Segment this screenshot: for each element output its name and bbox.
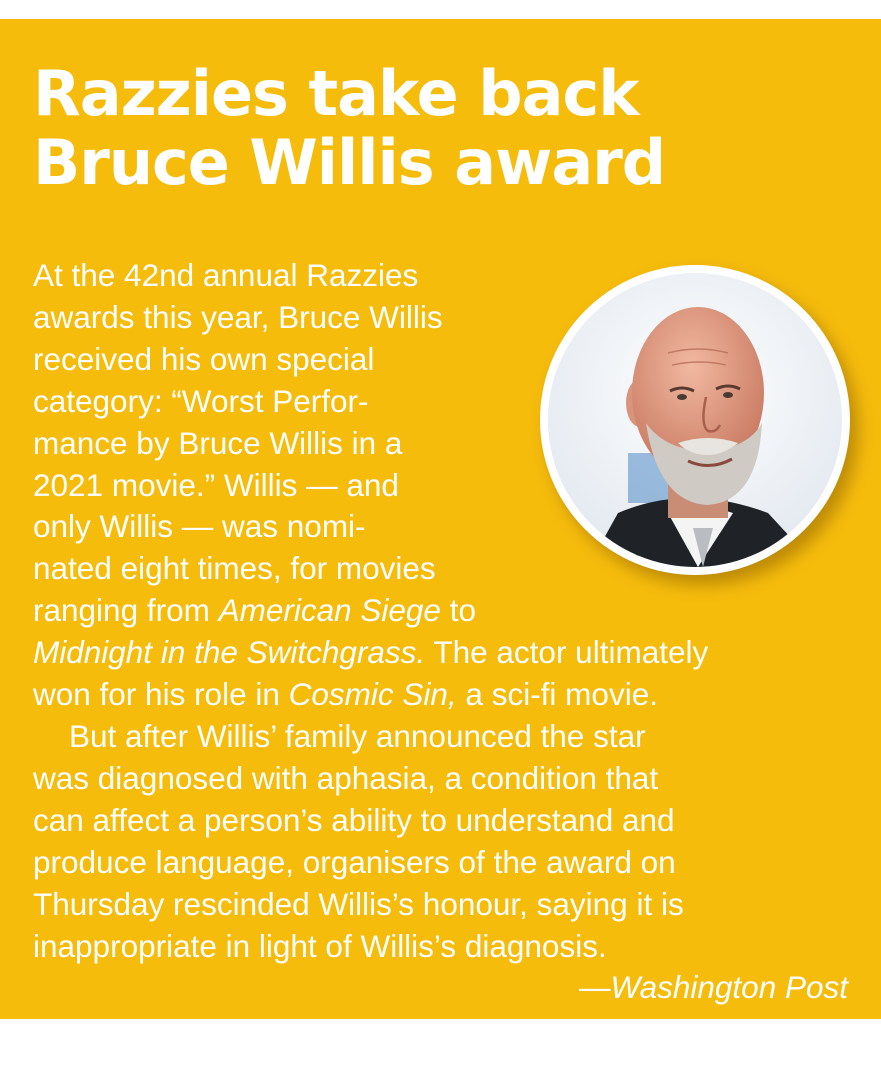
body-line: was diagnosed with aphasia, a condition that	[33, 759, 659, 796]
headline-line-1: Razzies take back	[33, 57, 639, 130]
body-line: can affect a person’s ability to understand and	[33, 801, 675, 838]
body-line	[33, 590, 863, 632]
body-line	[33, 632, 863, 674]
article-panel	[0, 19, 881, 1019]
body-line: nated eight times, for movies	[33, 550, 436, 587]
body-line: awards this year, Bruce Willis	[33, 298, 443, 335]
body-text-fragment: a sci-fi movie.	[456, 676, 658, 713]
headline	[33, 59, 665, 197]
body-text-fragment: The actor ultimately	[425, 634, 709, 671]
body-line: At the 42nd annual Razzies	[33, 257, 419, 293]
source-credit: —Washington Post	[578, 969, 848, 1006]
body-line: Thursday rescinded Willis’s honour, saying it is	[33, 885, 684, 922]
body-line: only Willis — was nomi-	[33, 508, 366, 545]
body-line: 2021 movie.” Willis — and	[33, 466, 399, 503]
body-line: inappropriate in light of Willis’s diagnosis.	[33, 927, 607, 964]
headline-line-2: Bruce Willis award	[33, 126, 666, 199]
movie-title-midnight-in-the-switchgrass: Midnight in the Switchgrass.	[33, 634, 426, 671]
body-line: received his own special	[33, 340, 375, 377]
body-line: produce language, organisers of the award on	[33, 843, 676, 880]
body-line: mance by Bruce Willis in a	[33, 424, 403, 461]
body-text-fragment: ranging from	[33, 592, 219, 629]
movie-title-cosmic-sin: Cosmic Sin,	[288, 676, 457, 713]
article-body	[33, 255, 863, 1009]
body-text-fragment: to	[440, 592, 476, 629]
movie-title-american-siege: American Siege	[218, 592, 441, 629]
body-line: But after Willis’ family announced the star	[69, 717, 646, 754]
body-text-fragment: won for his role in	[33, 676, 289, 713]
body-line: category: “Worst Perfor-	[33, 382, 369, 419]
body-line	[33, 674, 863, 716]
